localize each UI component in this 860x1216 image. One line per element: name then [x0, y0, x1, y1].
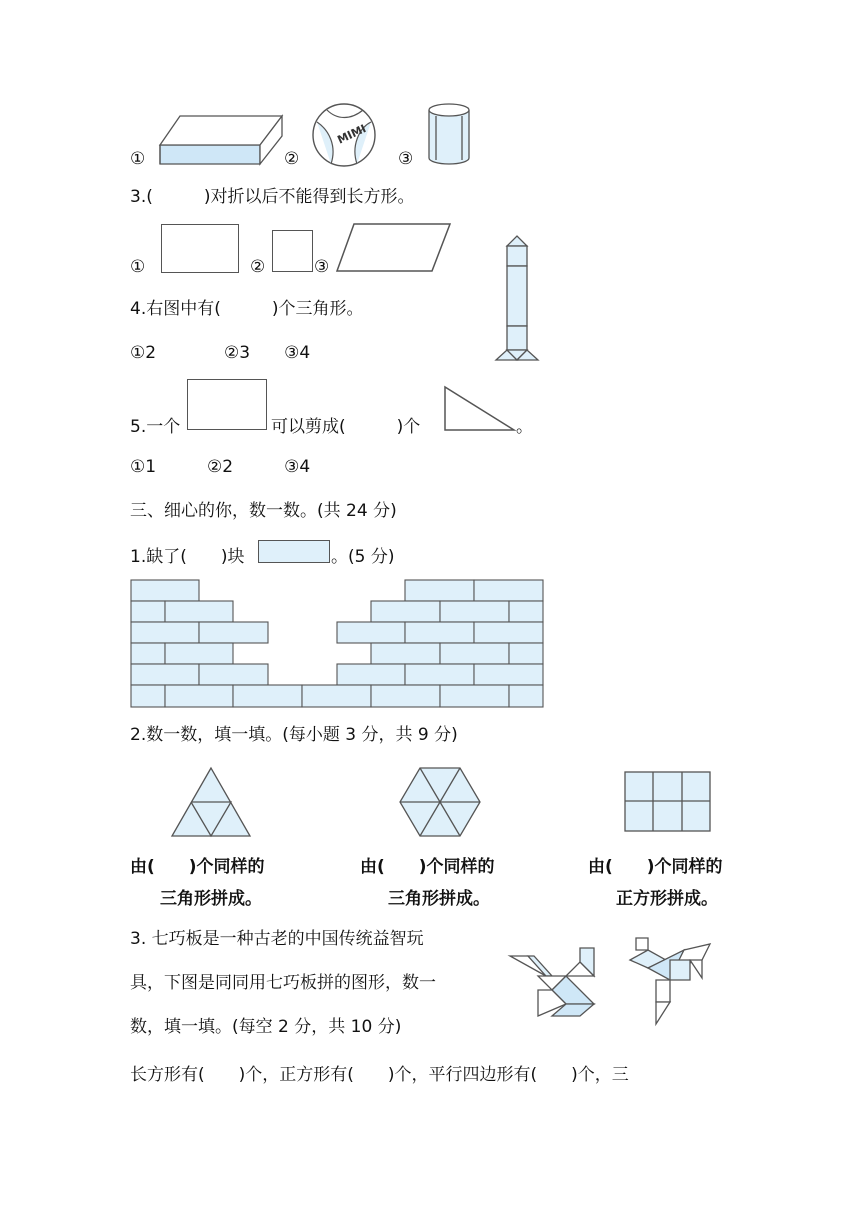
- q5-triangle: [444, 386, 516, 432]
- q3-option-1: ①: [130, 257, 146, 277]
- caption-3-line1: 由( )个同样的: [588, 857, 723, 877]
- q3-text: 3.( )对折以后不能得到长方形。: [130, 187, 415, 207]
- q5-suffix: 。: [516, 417, 533, 437]
- q5-rectangle: [187, 379, 267, 430]
- s3-q3-line3: 数，填一填。(每空 2 分，共 10 分): [130, 1017, 402, 1037]
- caption-2-line1: 由( )个同样的: [360, 857, 495, 877]
- s3-q2-title: 2.数一数，填一填。(每小题 3 分，共 9 分): [130, 725, 458, 745]
- grid-rectangle-figure: [624, 771, 712, 833]
- tangram-runner-figure: [626, 936, 714, 1028]
- s3-q3-line4: 长方形有( )个，正方形有( )个，平行四边形有( )个，三: [130, 1065, 629, 1085]
- q5-middle: 可以剪成( )个: [271, 417, 421, 437]
- q4-choices: ①2 ②3 ③4: [130, 343, 311, 363]
- q5-choices: ①1 ②2 ③4: [130, 457, 311, 477]
- s3-q1-prefix: 1.缺了( )块: [130, 547, 245, 567]
- cylinder-figure: [426, 102, 474, 166]
- s3-q3-line2: 具，下图是同同用七巧板拼的图形，数一: [130, 973, 436, 993]
- caption-1-line1: 由( )个同样的: [130, 857, 265, 877]
- s3-q1-suffix: 。(5 分): [331, 547, 395, 567]
- cuboid-figure: [158, 112, 286, 168]
- q4-text: 4.右图中有( )个三角形。: [130, 299, 364, 319]
- ball-figure: [311, 102, 379, 168]
- q3-rectangle: [161, 224, 239, 273]
- q5-prefix: 5.一个: [130, 417, 181, 437]
- caption-1-line2: 三角形拼成。: [160, 889, 262, 909]
- q3-square: [272, 230, 313, 272]
- q3-option-2: ②: [250, 257, 266, 277]
- big-triangle-figure: [170, 766, 254, 838]
- section3-title: 三、细心的你，数一数。(共 24 分): [130, 501, 397, 521]
- ball-text: MIMI: [335, 122, 369, 147]
- option-1-label: ①: [130, 149, 146, 169]
- q3-parallelogram: [336, 222, 452, 274]
- option-3-label: ③: [398, 149, 414, 169]
- option-2-label: ②: [284, 149, 300, 169]
- tangram-bird-figure: [508, 946, 600, 1018]
- q3-option-3: ③: [314, 257, 330, 277]
- brick-wall: [130, 579, 546, 711]
- single-brick: [258, 540, 330, 563]
- caption-2-line2: 三角形拼成。: [388, 889, 490, 909]
- rocket-figure: [494, 234, 544, 364]
- caption-3-line2: 正方形拼成。: [616, 889, 718, 909]
- s3-q3-line1: 3. 七巧板是一种古老的中国传统益智玩: [130, 929, 424, 949]
- hexagon-figure: [399, 766, 483, 838]
